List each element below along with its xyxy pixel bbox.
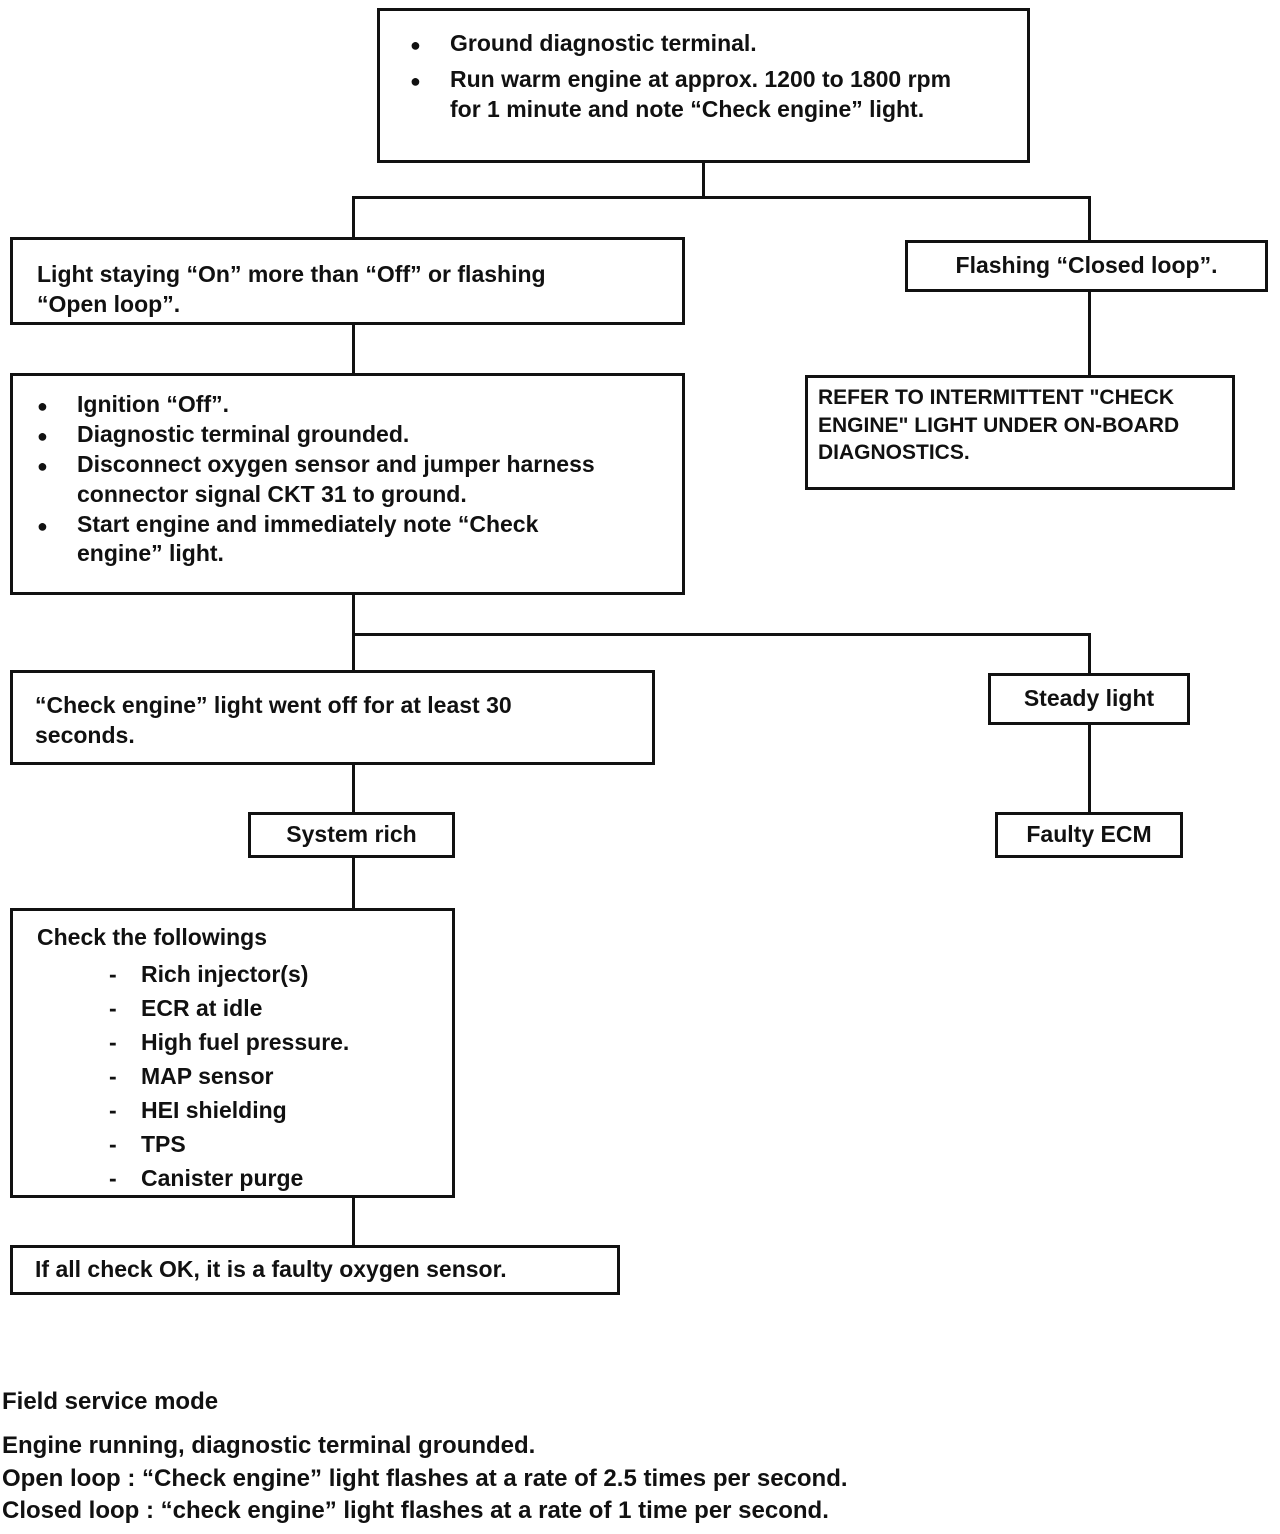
check-item-text: HEI shielding [141,1096,287,1123]
conclusion-text: If all check OK, it is a faulty oxygen sensor. [35,1256,507,1283]
bullet-icon [37,420,77,450]
connector-line [1088,196,1091,242]
faulty-ecm-box [995,812,1183,858]
footer-note: Engine running, diagnostic terminal grounded. [2,1432,536,1459]
check-followings-list [109,957,438,1195]
connector-line [352,196,355,239]
start-item-text: Run warm engine at approx. 1200 to 1800 rpm for 1 minute and note “Check engine” light. [450,65,952,122]
list-item [37,450,662,510]
check-followings-title: Check the followings [37,924,268,950]
list-item [109,1127,438,1161]
light-went-off-text: “Check engine” light went off for at least 30 seconds. [35,692,512,748]
check-item-text: TPS [141,1130,186,1157]
bullet-icon [410,65,450,125]
procedure-box [10,373,685,595]
dash-icon [109,1127,141,1161]
list-item [37,510,662,570]
connector-line [702,162,705,198]
bullet-icon [410,29,450,59]
procedure-item-text: Start engine and immediately note “Check engine” light. [77,510,539,567]
list-item [410,29,1007,59]
list-item [37,390,662,420]
connector-line [352,196,1091,199]
refer-intermittent-text: REFER TO INTERMITTENT "CHECK ENGINE" LIGHT UNDER ON-BOARD DIAGNOSTICS. [818,386,1180,465]
light-went-off-box [10,670,655,765]
procedure-item-text: Diagnostic terminal grounded. [77,420,410,447]
light-on-branch-box [10,237,685,325]
dash-icon [109,957,141,991]
dash-icon [109,1161,141,1195]
connector-line [1088,291,1091,377]
connector-line [1088,724,1091,814]
list-item [109,1161,438,1195]
check-item-text: ECR at idle [141,994,263,1021]
list-item [37,420,662,450]
refer-intermittent-box [805,375,1235,490]
list-item [109,1059,438,1093]
conclusion-box [10,1245,620,1295]
dash-icon [109,1059,141,1093]
procedure-item-text: Disconnect oxygen sensor and jumper harness connector signal CKT 31 to ground. [77,450,595,507]
flashing-closed-loop-box [905,240,1268,292]
start-item-text: Ground diagnostic terminal. [450,30,757,56]
check-item-text: Canister purge [141,1164,304,1191]
bullet-icon [37,450,77,510]
check-item-text: High fuel pressure. [141,1028,350,1055]
flashing-closed-loop-text: Flashing “Closed loop”. [955,252,1218,279]
system-rich-text: System rich [286,821,417,848]
list-item [109,1025,438,1059]
system-rich-box [248,812,455,858]
list-item [109,1093,438,1127]
connector-line [352,633,355,672]
footer-note: Open loop : “Check engine” light flashes at a rate of 2.5 times per second. [2,1465,848,1492]
field-service-mode-title: Field service mode [2,1388,219,1415]
check-item-text: Rich injector(s) [141,960,309,987]
steady-light-text: Steady light [1023,685,1155,712]
list-item [109,991,438,1025]
faulty-ecm-text: Faulty ECM [1026,821,1152,848]
connector-line [352,856,355,910]
connector-line [352,633,1091,636]
dash-icon [109,991,141,1025]
bullet-icon [37,510,77,570]
procedure-item-text: Ignition “Off”. [77,391,230,417]
dash-icon [109,1093,141,1127]
steady-light-box [988,673,1190,725]
light-on-branch-text: Light staying “On” more than “Off” or flashing “Open loop”. [37,261,546,317]
check-followings-box [10,908,455,1198]
list-item [410,65,1007,125]
check-item-text: MAP sensor [141,1062,274,1089]
list-item [109,957,438,991]
connector-line [1088,633,1091,675]
start-box [377,8,1030,163]
connector-line [352,764,355,814]
connector-line [352,324,355,375]
connector-line [352,594,355,636]
footer-note: Closed loop : “check engine” light flashes at a rate of 1 time per second. [2,1497,829,1524]
dash-icon [109,1025,141,1059]
connector-line [352,1196,355,1247]
bullet-icon [37,390,77,420]
